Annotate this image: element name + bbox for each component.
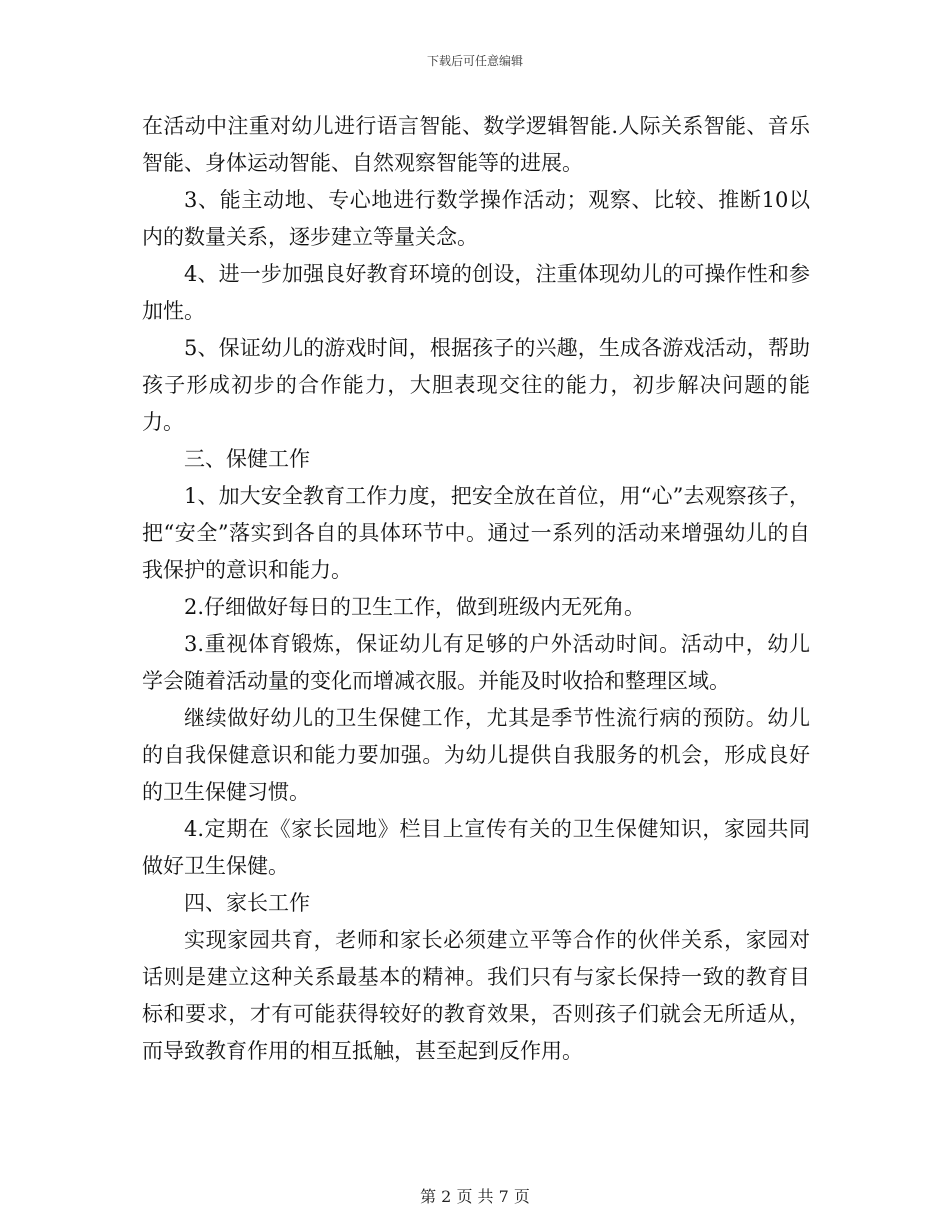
document-body xyxy=(142,108,810,1070)
paragraph: 继续做好幼儿的卫生保健工作，尤其是季节性流行病的预防。幼儿的自我保健意识和能力要加强。为幼儿提供自我服务的机会，形成良好的卫生保健习惯。 xyxy=(142,706,810,804)
paragraph: 在活动中注重对幼儿进行语言智能、数学逻辑智能.人际关系智能、音乐智能、身体运动智能、自然观察智能等的进展。 xyxy=(142,114,810,175)
page-header: 下载后可任意编辑 xyxy=(426,54,523,68)
paragraph: 4、进一步加强良好教育环境的创设，注重体现幼儿的可操作性和参加性。 xyxy=(142,262,810,323)
section-heading: 四、家长工作 xyxy=(184,891,310,915)
paragraph: 2.仔细做好每日的卫生工作，做到班级内无死角。 xyxy=(184,595,646,619)
paragraph: 4.定期在《家长园地》栏目上宣传有关的卫生保健知识，家园共同做好卫生保健。 xyxy=(142,817,810,878)
paragraph: 1、加大安全教育工作力度，把安全放在首位，用“心”去观察孩子，把“安全”落实到各自的具体环节中。通过一系列的活动来增强幼儿的自我保护的意识和能力。 xyxy=(142,484,810,582)
paragraph: 实现家园共育，老师和家长必须建立平等合作的伙伴关系，家园对话则是建立这种关系最基本的精神。我们只有与家长保持一致的教育目标和要求，才有可能获得较好的教育效果，否则孩子们就会无所适从，而导致教育作用的相互抵触，甚至起到反作用。 xyxy=(142,928,810,1063)
paragraph: 3、能主动地、专心地进行数学操作活动；观察、比较、推断10以内的数量关系，逐步建立等量关念。 xyxy=(142,188,810,249)
paragraph: 5、保证幼儿的游戏时间，根据孩子的兴趣，生成各游戏活动，帮助孩子形成初步的合作能力，大胆表现交往的能力，初步解决问题的能力。 xyxy=(142,336,810,434)
paragraph: 3.重视体育锻炼，保证幼儿有足够的户外活动时间。活动中，幼儿学会随着活动量的变化而增减衣服。并能及时收拾和整理区域。 xyxy=(142,632,810,693)
page-number: 第 2 页 共 7 页 xyxy=(420,1187,530,1206)
section-heading: 三、保健工作 xyxy=(184,447,310,471)
